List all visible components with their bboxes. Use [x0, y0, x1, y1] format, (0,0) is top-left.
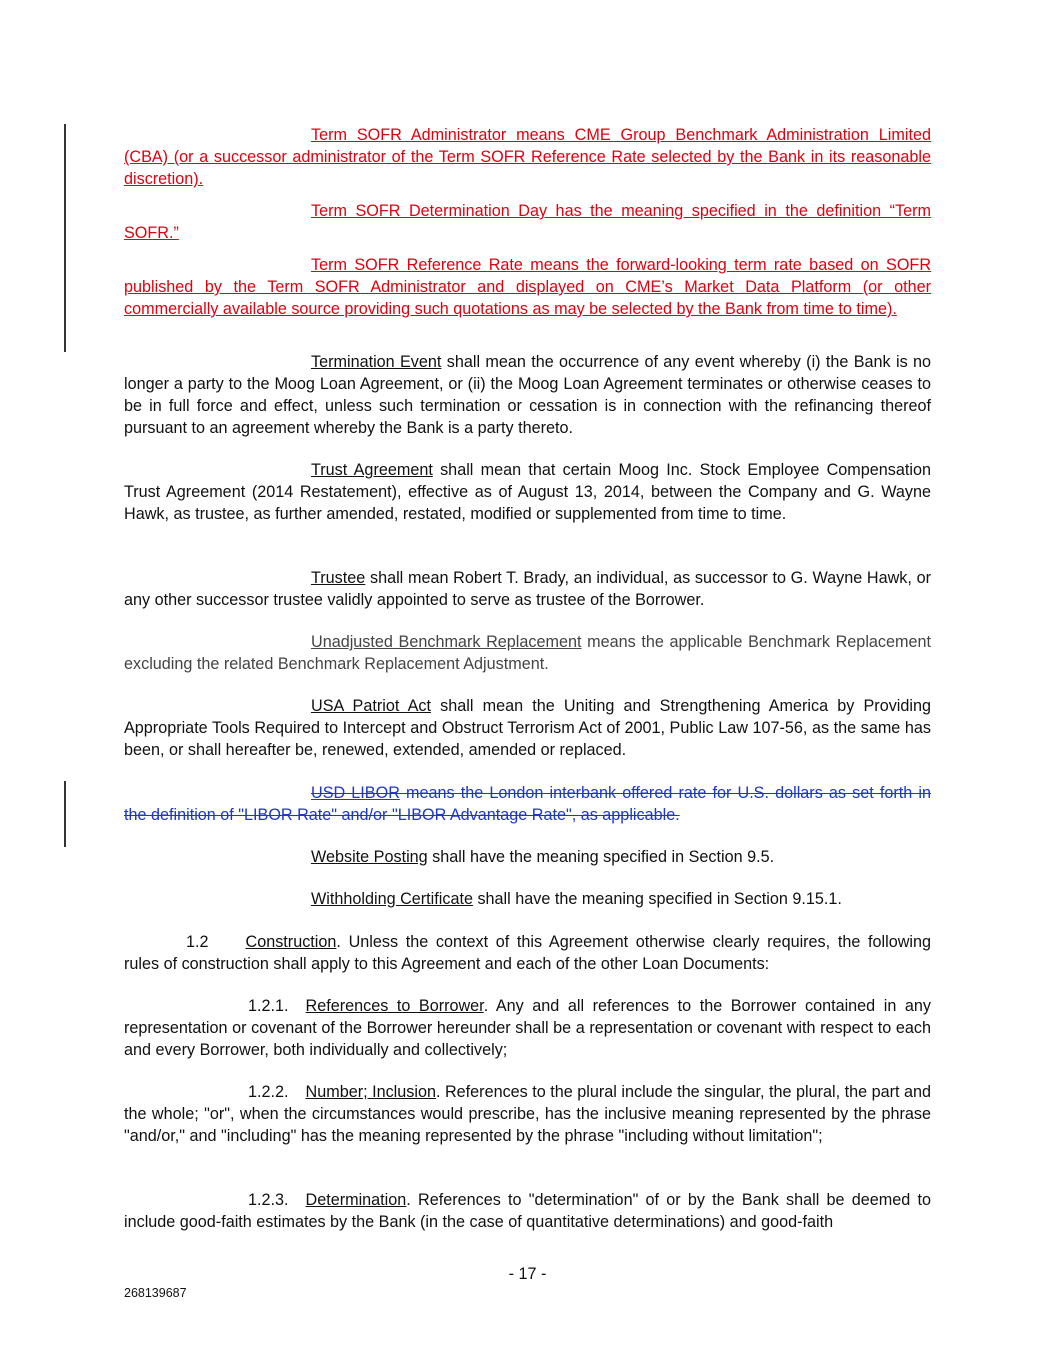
section-number: 1.2: [186, 933, 209, 951]
section-1-2-2: [124, 1081, 931, 1147]
definition-text: shall have the meaning specified in Section 9.5.: [427, 848, 775, 866]
section-text: . References to "determination" of or by the Bank shall be deemed to include good-faith estimates by the Bank (in the case of quantitative determinations) and good-faith: [124, 1191, 931, 1231]
section-heading: References to Borrower: [305, 997, 484, 1015]
definition-term-sofr-administrator: [124, 124, 931, 190]
defined-term: Term SOFR Administrator: [311, 126, 507, 144]
definition-text: shall mean the Uniting and Strengthening America by Providing Appropriate Tools Required to Intercept and Obstruct Terrorism Act of 2001, Public Law 107-56, as the same has been, or shall hereafter be, renewed, extended, amended or replaced.: [124, 697, 931, 759]
definition-trust-agreement: [124, 459, 931, 525]
definition-text: shall mean Robert T. Brady, an individual, as successor to G. Wayne Hawk, or any other successor trustee validly appointed to serve as trustee of the Borrower.: [124, 569, 931, 609]
page-number: - 17 -: [508, 1265, 547, 1283]
definition-text: shall mean that certain Moog Inc. Stock Employee Compensation Trust Agreement (2014 Restatement), effective as of August 13, 2014, between the Company and G. Wayne Hawk, as trustee, as further amended, restated, modified or supplemented from time to time.: [124, 461, 931, 523]
section-1-2-3: [124, 1189, 931, 1233]
defined-term: USD LIBOR: [311, 784, 400, 802]
change-bar: [64, 124, 66, 352]
defined-term: Term SOFR Reference Rate: [311, 256, 523, 274]
section-number: 1.2.2.: [248, 1083, 289, 1101]
section-heading: Construction: [245, 933, 337, 951]
defined-term: Trust Agreement: [311, 461, 433, 479]
defined-term: USA Patriot Act: [311, 697, 431, 715]
section-1-2-1: [124, 995, 931, 1061]
defined-term: Unadjusted Benchmark Replacement: [311, 633, 582, 651]
definition-text: has the meaning specified in the definition “Term SOFR.”: [124, 202, 932, 242]
definition-text: means the forward-looking term rate based on SOFR published by the Term SOFR Administrator and displayed on CME’s Market Data Platform (or other commercially available source providing such quotations as may be selected by the Bank from time to time).: [124, 256, 932, 318]
definition-trustee: [124, 567, 931, 611]
section-heading: Determination: [305, 1191, 407, 1209]
definition-usa-patriot-act: [124, 695, 931, 761]
defined-term: Trustee: [311, 569, 366, 587]
definition-term-sofr-determination-day: [124, 200, 931, 244]
definition-usd-libor-deleted: [124, 782, 931, 826]
defined-term: Termination Event: [311, 353, 442, 371]
section-text: . Unless the context of this Agreement otherwise clearly requires, the following rules of construction shall apply to this Agreement and each of the other Loan Documents:: [124, 933, 931, 973]
defined-term: Website Posting: [311, 848, 428, 866]
section-text: . References to the plural include the singular, the plural, the part and the whole; "or", when the circumstances would prescribe, has the inclusive meaning represented by the phrase "and/or," and "including" has the meaning represented by the phrase "including without limitation";: [124, 1083, 931, 1145]
defined-term: Term SOFR Determination Day: [311, 202, 548, 220]
definition-withholding-certificate: [124, 888, 931, 910]
definition-text: means the applicable Benchmark Replacement excluding the related Benchmark Replacement Adjustment.: [124, 633, 931, 673]
section-construction: [124, 931, 931, 975]
definition-text: shall have the meaning specified in Section 9.15.1.: [472, 890, 842, 908]
definition-text: means the London interbank offered rate for U.S. dollars as set forth in the definition of "LIBOR Rate" and/or "LIBOR Advantage Rate", as applicable.: [124, 784, 931, 824]
section-text: . Any and all references to the Borrower contained in any representation or covenant of the Borrower hereunder shall be a representation or covenant with respect to each and every Borrower, both individually and collectively;: [124, 997, 931, 1059]
definition-term-sofr-reference-rate: [124, 254, 931, 320]
definition-text: shall mean the occurrence of any event whereby (i) the Bank is no longer a party to the Moog Loan Agreement, or (ii) the Moog Loan Agreement terminates or otherwise ceases to be in full force and effect, unless such termination or cessation is in connection with the refinancing thereof pursuant to an agreement whereby the Bank is a party thereto.: [124, 353, 932, 437]
section-number: 1.2.1.: [248, 997, 289, 1015]
definition-text: means CME Group Benchmark Administration Limited (CBA) (or a successor administrator of the Term SOFR Reference Rate selected by the Bank in its reasonable discretion).: [124, 126, 931, 188]
section-heading: Number; Inclusion: [305, 1083, 436, 1101]
defined-term: Withholding Certificate: [311, 890, 473, 908]
definition-website-posting: [124, 846, 931, 868]
definition-termination-event: [124, 351, 931, 439]
change-bar: [64, 781, 66, 847]
definition-unadjusted-benchmark-replacement: [124, 631, 931, 675]
section-number: 1.2.3.: [248, 1191, 289, 1209]
document-id: 268139687: [124, 1286, 187, 1300]
